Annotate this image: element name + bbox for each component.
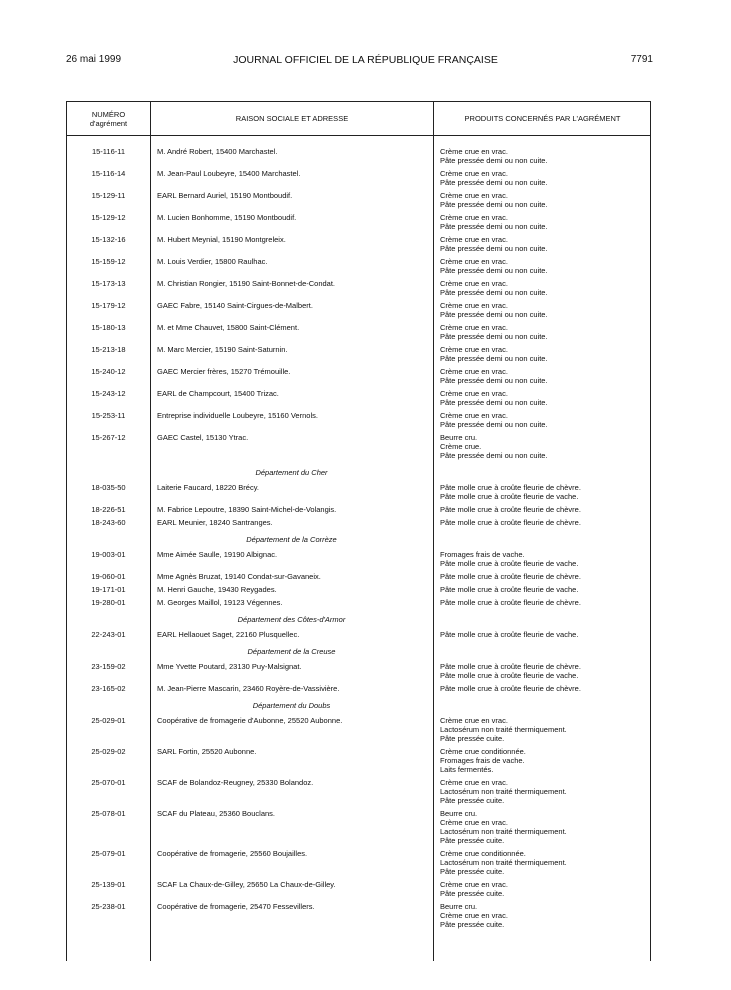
product-item: Crème crue en vrac. bbox=[440, 147, 508, 156]
company-name-address: SARL Fortin, 25520 Aubonne. bbox=[157, 747, 257, 756]
products-list bbox=[440, 518, 650, 527]
products-list bbox=[440, 433, 650, 460]
products-list bbox=[440, 257, 650, 275]
product-item: Crème crue en vrac. bbox=[440, 323, 508, 332]
product-item: Crème crue en vrac. bbox=[440, 818, 508, 827]
agrement-number: 15-179-12 bbox=[91, 301, 126, 310]
table-row bbox=[67, 716, 650, 743]
company-name-address: Mme Agnès Bruzat, 19140 Condat-sur-Gavaneix. bbox=[157, 572, 321, 581]
table-row bbox=[67, 411, 650, 429]
product-item: Crème crue conditionnée. bbox=[440, 849, 526, 858]
product-item: Pâte pressée cuite. bbox=[440, 867, 505, 876]
product-item: Crème crue en vrac. bbox=[440, 778, 508, 787]
agrement-number: 15-116-14 bbox=[91, 169, 126, 178]
products-list bbox=[440, 169, 650, 187]
table-row bbox=[67, 902, 650, 929]
table-header bbox=[67, 102, 650, 136]
agrement-number: 25-029-01 bbox=[91, 716, 126, 725]
agrement-number: 15-129-11 bbox=[91, 191, 126, 200]
agrement-number: 15-267-12 bbox=[91, 433, 126, 442]
products-list bbox=[440, 279, 650, 297]
table-row bbox=[67, 367, 650, 385]
company-name-address: Mme Aimée Saulle, 19190 Albignac. bbox=[157, 550, 278, 559]
department-heading: Département de la Corrèze bbox=[246, 535, 337, 544]
company-name-address: GAEC Fabre, 15140 Saint-Cirgues-de-Malbert. bbox=[157, 301, 313, 310]
product-item: Pâte molle crue à croûte fleurie de chèvre. bbox=[440, 518, 581, 527]
product-item: Crème crue en vrac. bbox=[440, 411, 508, 420]
agrement-number: 15-116-11 bbox=[91, 147, 126, 156]
agrement-number: 25-070-01 bbox=[91, 778, 126, 787]
product-item: Pâte molle crue à croûte fleurie de chèvre. bbox=[440, 483, 581, 492]
product-item: Pâte pressée cuite. bbox=[440, 796, 505, 805]
company-name-address: SCAF du Plateau, 25360 Bouclans. bbox=[157, 809, 275, 818]
product-item: Pâte pressée cuite. bbox=[440, 734, 505, 743]
column-header-produits: PRODUITS CONCERNÉS PAR L'AGRÉMENT bbox=[464, 114, 621, 123]
product-item: Crème crue en vrac. bbox=[440, 345, 508, 354]
department-heading: Département du Doubs bbox=[252, 701, 331, 710]
agrement-number: 15-240-12 bbox=[91, 367, 126, 376]
product-item: Pâte pressée demi ou non cuite. bbox=[440, 244, 548, 253]
company-name-address: Coopérative de fromagerie d'Aubonne, 25520 Aubonne. bbox=[157, 716, 343, 725]
product-item: Pâte pressée demi ou non cuite. bbox=[440, 354, 548, 363]
company-name-address: M. Hubert Meynial, 15190 Montgreleix. bbox=[157, 235, 286, 244]
agrement-number: 18-243-60 bbox=[91, 518, 126, 527]
product-item: Crème crue en vrac. bbox=[440, 169, 508, 178]
agrement-number: 25-078-01 bbox=[91, 809, 126, 818]
table-body bbox=[67, 147, 650, 933]
company-name-address: M. Louis Verdier, 15800 Raulhac. bbox=[157, 257, 268, 266]
product-item: Crème crue. bbox=[440, 442, 482, 451]
department-heading: Département des Côtes-d'Armor bbox=[237, 615, 346, 624]
product-item: Pâte pressée cuite. bbox=[440, 920, 505, 929]
product-item: Lactosérum non traité thermiquement. bbox=[440, 827, 567, 836]
table-row bbox=[67, 279, 650, 297]
agrement-number: 22-243-01 bbox=[91, 630, 126, 639]
table-row bbox=[67, 662, 650, 680]
company-name-address: M. Lucien Bonhomme, 15190 Montboudif. bbox=[157, 213, 297, 222]
table-row bbox=[67, 550, 650, 568]
table-row bbox=[67, 778, 650, 805]
products-list bbox=[440, 389, 650, 407]
table-row bbox=[67, 809, 650, 845]
product-item: Pâte pressée cuite. bbox=[440, 889, 505, 898]
product-item: Crème crue en vrac. bbox=[440, 716, 508, 725]
company-name-address: Entreprise individuelle Loubeyre, 15160 Vernols. bbox=[157, 411, 318, 420]
table-row bbox=[67, 213, 650, 231]
agrement-table bbox=[66, 101, 651, 961]
products-list bbox=[440, 213, 650, 231]
products-list bbox=[440, 367, 650, 385]
agrement-number: 18-035-50 bbox=[91, 483, 126, 492]
department-heading: Département de la Creuse bbox=[247, 647, 336, 656]
page-number: 7791 bbox=[630, 54, 653, 65]
agrement-label: d'agrément bbox=[89, 118, 128, 128]
table-row bbox=[67, 483, 650, 501]
agrement-number: 15-253-11 bbox=[91, 411, 126, 420]
table-row bbox=[67, 257, 650, 275]
agrement-number: 15-132-16 bbox=[91, 235, 126, 244]
product-item: Pâte molle crue à croûte fleurie de chèvre. bbox=[440, 598, 581, 607]
products-list bbox=[440, 147, 650, 165]
table-row bbox=[67, 598, 650, 607]
agrement-number: 18-226-51 bbox=[91, 505, 126, 514]
company-name-address: Laiterie Faucard, 18220 Brécy. bbox=[157, 483, 260, 492]
products-list bbox=[440, 662, 650, 680]
product-item: Pâte molle crue à croûte fleurie de vache. bbox=[440, 630, 579, 639]
company-name-address: M. et Mme Chauvet, 15800 Saint-Clément. bbox=[157, 323, 300, 332]
agrement-number: 15-173-13 bbox=[91, 279, 126, 288]
agrement-number: 19-171-01 bbox=[91, 585, 126, 594]
product-item: Laits fermentés. bbox=[440, 765, 494, 774]
company-name-address: Mme Yvette Poutard, 23130 Puy-Malsignat. bbox=[157, 662, 302, 671]
agrement-number: 23-165-02 bbox=[91, 684, 126, 693]
company-name-address: Coopérative de fromagerie, 25470 Fessevillers. bbox=[157, 902, 315, 911]
product-item: Pâte molle crue à croûte fleurie de vache. bbox=[440, 492, 579, 501]
agrement-number: 19-060-01 bbox=[91, 572, 126, 581]
product-item: Pâte pressée demi ou non cuite. bbox=[440, 288, 548, 297]
table-row bbox=[67, 169, 650, 187]
product-item: Lactosérum non traité thermiquement. bbox=[440, 858, 567, 867]
products-list bbox=[440, 235, 650, 253]
product-item: Pâte pressée demi ou non cuite. bbox=[440, 420, 548, 429]
product-item: Crème crue en vrac. bbox=[440, 235, 508, 244]
products-list bbox=[440, 778, 650, 805]
product-item: Crème crue en vrac. bbox=[440, 911, 508, 920]
product-item: Pâte molle crue à croûte fleurie de vache. bbox=[440, 671, 579, 680]
products-list bbox=[440, 716, 650, 743]
product-item: Crème crue en vrac. bbox=[440, 213, 508, 222]
product-item: Fromages frais de vache. bbox=[440, 756, 525, 765]
header-date: 26 mai 1999 bbox=[66, 54, 122, 65]
agrement-number: 23-159-02 bbox=[91, 662, 126, 671]
products-list bbox=[440, 630, 650, 639]
products-list bbox=[440, 411, 650, 429]
product-item: Pâte pressée demi ou non cuite. bbox=[440, 332, 548, 341]
table-row bbox=[67, 389, 650, 407]
agrement-number: 19-280-01 bbox=[91, 598, 126, 607]
agrement-number: 15-129-12 bbox=[91, 213, 126, 222]
table-row bbox=[67, 572, 650, 581]
numero-label: NUMÉRO bbox=[91, 109, 126, 119]
product-item: Pâte pressée demi ou non cuite. bbox=[440, 376, 548, 385]
agrement-number: 25-139-01 bbox=[91, 880, 126, 889]
table-row bbox=[67, 301, 650, 319]
products-list bbox=[440, 323, 650, 341]
company-name-address: M. Christian Rongier, 15190 Saint-Bonnet-de-Condat. bbox=[157, 279, 336, 288]
company-name-address: GAEC Castel, 15130 Ytrac. bbox=[157, 433, 249, 442]
products-list bbox=[440, 483, 650, 501]
product-item: Crème crue en vrac. bbox=[440, 367, 508, 376]
product-item: Pâte pressée demi ou non cuite. bbox=[440, 451, 548, 460]
product-item: Crème crue en vrac. bbox=[440, 301, 508, 310]
product-item: Pâte molle crue à croûte fleurie de chèvre. bbox=[440, 662, 581, 671]
company-name-address: M. Marc Mercier, 15190 Saint-Saturnin. bbox=[157, 345, 288, 354]
agrement-number: 25-238-01 bbox=[91, 902, 126, 911]
table-row bbox=[67, 147, 650, 165]
product-item: Pâte molle crue à croûte fleurie de chèvre. bbox=[440, 505, 581, 514]
table-row bbox=[67, 323, 650, 341]
company-name-address: GAEC Mercier frères, 15270 Trémouille. bbox=[157, 367, 291, 376]
agrement-number: 25-079-01 bbox=[91, 849, 126, 858]
company-name-address: EARL Hellaouet Saget, 22160 Plusquellec. bbox=[157, 630, 300, 639]
column-header-raison-sociale: RAISON SOCIALE ET ADRESSE bbox=[235, 114, 349, 123]
table-row bbox=[67, 585, 650, 594]
product-item: Lactosérum non traité thermiquement. bbox=[440, 725, 567, 734]
table-row bbox=[67, 433, 650, 460]
column-header-numero bbox=[67, 102, 150, 135]
table-row bbox=[67, 880, 650, 898]
products-list bbox=[440, 585, 650, 594]
products-list bbox=[440, 505, 650, 514]
agrement-number: 15-213-18 bbox=[91, 345, 126, 354]
company-name-address: M. André Robert, 15400 Marchastel. bbox=[157, 147, 278, 156]
company-name-address: SCAF La Chaux-de-Gilley, 25650 La Chaux-de-Gilley. bbox=[157, 880, 336, 889]
product-item: Fromages frais de vache. bbox=[440, 550, 525, 559]
products-list bbox=[440, 550, 650, 568]
product-item: Crème crue en vrac. bbox=[440, 257, 508, 266]
agrement-number: 15-243-12 bbox=[91, 389, 126, 398]
table-row bbox=[67, 630, 650, 639]
product-item: Pâte molle crue à croûte fleurie de chèvre. bbox=[440, 684, 581, 693]
product-item: Pâte pressée demi ou non cuite. bbox=[440, 222, 548, 231]
table-row bbox=[67, 345, 650, 363]
table-row bbox=[67, 191, 650, 209]
table-row bbox=[67, 684, 650, 693]
company-name-address: M. Jean-Paul Loubeyre, 15400 Marchastel. bbox=[157, 169, 301, 178]
company-name-address: Coopérative de fromagerie, 25560 Boujailles. bbox=[157, 849, 308, 858]
product-item: Pâte pressée cuite. bbox=[440, 836, 505, 845]
company-name-address: M. Henri Gauche, 19430 Reygades. bbox=[157, 585, 277, 594]
product-item: Crème crue en vrac. bbox=[440, 279, 508, 288]
product-item: Pâte pressée demi ou non cuite. bbox=[440, 266, 548, 275]
company-name-address: EARL Bernard Auriel, 15190 Montboudif. bbox=[157, 191, 293, 200]
product-item: Crème crue en vrac. bbox=[440, 389, 508, 398]
products-list bbox=[440, 902, 650, 929]
company-name-address: M. Jean-Pierre Mascarin, 23460 Royère-de-Vassivière. bbox=[157, 684, 340, 693]
table-row bbox=[67, 747, 650, 774]
journal-title: JOURNAL OFFICIEL DE LA RÉPUBLIQUE FRANÇAISE bbox=[233, 54, 498, 66]
department-heading: Département du Cher bbox=[255, 468, 328, 477]
products-list bbox=[440, 572, 650, 581]
table-row bbox=[67, 849, 650, 876]
company-name-address: M. Fabrice Lepoutre, 18390 Saint-Michel-de-Volangis. bbox=[157, 505, 337, 514]
product-item: Beurre cru. bbox=[440, 809, 478, 818]
table-row bbox=[67, 518, 650, 527]
products-list bbox=[440, 684, 650, 693]
company-name-address: EARL de Champcourt, 15400 Trizac. bbox=[157, 389, 279, 398]
table-row bbox=[67, 235, 650, 253]
products-list bbox=[440, 598, 650, 607]
product-item: Crème crue en vrac. bbox=[440, 880, 508, 889]
products-list bbox=[440, 747, 650, 774]
product-item: Crème crue conditionnée. bbox=[440, 747, 526, 756]
company-name-address: SCAF de Bolandoz-Reugney, 25330 Bolandoz. bbox=[157, 778, 314, 787]
products-list bbox=[440, 880, 650, 898]
product-item: Pâte pressée demi ou non cuite. bbox=[440, 200, 548, 209]
products-list bbox=[440, 345, 650, 363]
company-name-address: EARL Meunier, 18240 Santranges. bbox=[157, 518, 273, 527]
product-item: Pâte molle crue à croûte fleurie de vache. bbox=[440, 559, 579, 568]
product-item: Lactosérum non traité thermiquement. bbox=[440, 787, 567, 796]
product-item: Pâte pressée demi ou non cuite. bbox=[440, 310, 548, 319]
agrement-number: 19-003-01 bbox=[91, 550, 126, 559]
product-item: Pâte pressée demi ou non cuite. bbox=[440, 398, 548, 407]
product-item: Pâte molle crue à croûte fleurie de vache. bbox=[440, 585, 579, 594]
table-row bbox=[67, 505, 650, 514]
product-item: Pâte molle crue à croûte fleurie de chèvre. bbox=[440, 572, 581, 581]
product-item: Beurre cru. bbox=[440, 433, 478, 442]
agrement-number: 15-180-13 bbox=[91, 323, 126, 332]
products-list bbox=[440, 809, 650, 845]
product-item: Pâte pressée demi ou non cuite. bbox=[440, 178, 548, 187]
company-name-address: M. Georges Maillol, 19123 Végennes. bbox=[157, 598, 283, 607]
product-item: Pâte pressée demi ou non cuite. bbox=[440, 156, 548, 165]
product-item: Crème crue en vrac. bbox=[440, 191, 508, 200]
products-list bbox=[440, 301, 650, 319]
products-list bbox=[440, 849, 650, 876]
product-item: Beurre cru. bbox=[440, 902, 478, 911]
agrement-number: 25-029-02 bbox=[91, 747, 126, 756]
agrement-number: 15-159-12 bbox=[91, 257, 126, 266]
products-list bbox=[440, 191, 650, 209]
